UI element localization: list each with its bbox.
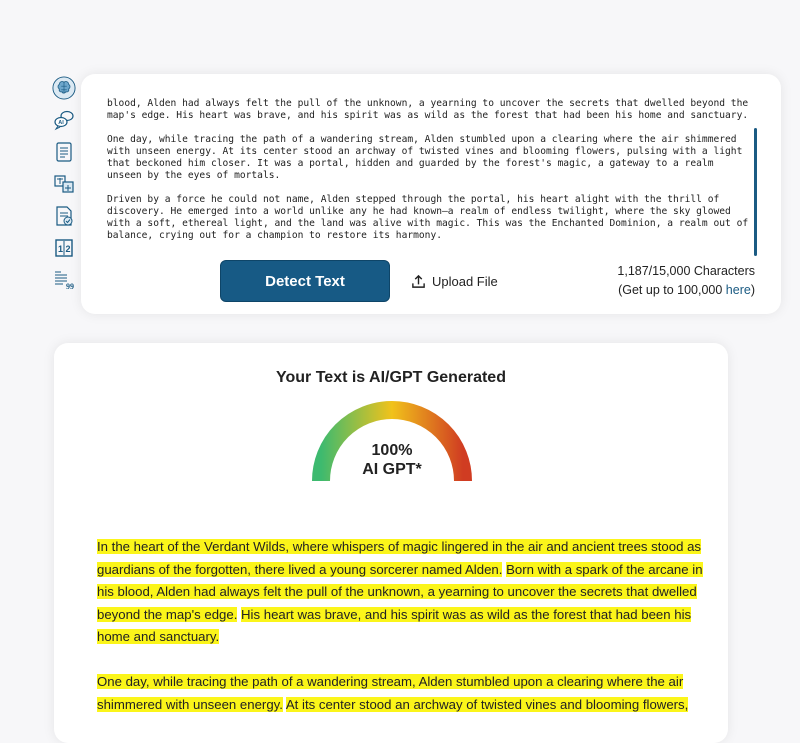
document-check-icon[interactable] [52,204,76,228]
text-input-area[interactable] [107,98,753,270]
input-paragraph: Driven by a force he could not name, Alden stepped through the portal, his heart alight with the thrill of discovery. He emerged into a world unlike any he had known—a realm of endless twilight, where the sky glowed with a soft, ethereal light, and the land was alive with magic. This was the Enchanted Dominion, a realm out of balance, crying out for a champion to restore its harmony. [107,194,749,241]
svg-text:2: 2 [65,244,71,254]
highlighted-sentence: In the heart of the Verdant Wilds, where whispers of magic lingered in the air and ancient trees stood as guardians of the forgotten, there lived a young sorcerer named Alden. [97,539,702,577]
upload-file-button[interactable] [411,271,498,291]
highlighted-sentence: One day, while tracing the path of a wandering stream, Alden stumbled upon a clearing where the air shimmered with unseen energy. [97,674,684,712]
analyzed-text [97,536,717,739]
ai-score-readout [311,441,473,479]
text-input-scrollbar[interactable] [754,128,757,256]
text-input-card [81,74,781,314]
highlighted-sentence: Born with a spark of the arcane in his blood, Alden had always felt the pull of the unknown, a yearning to uncover the secrets that dwelled beyond the map's edge. [97,561,703,622]
result-card [54,343,728,743]
analyzed-paragraph [97,536,717,649]
ai-score-value: 100% [371,442,413,459]
result-title: Your Text is AI/GPT Generated [276,369,506,386]
upgrade-note-prefix: (Get up to 100,000 [618,283,726,297]
character-count: 1,187/15,000 Characters [617,264,755,278]
upgrade-note-suffix: ) [750,283,755,297]
detect-text-button[interactable]: Detect Text [220,260,390,302]
character-counter [617,262,755,300]
quote-icon[interactable] [52,268,76,292]
translate-icon[interactable] [52,172,76,196]
upgrade-note [617,281,755,300]
document-list-icon[interactable] [52,140,76,164]
svg-text:AI: AI [58,120,64,126]
svg-text:99: 99 [66,282,74,291]
input-paragraph: blood, Alden had always felt the pull of the unknown, a yearning to uncover the secrets that dwelled beyond the map's edge. His heart was brave, and his spirit was as wild as the forest that had been his home and sanctuary. [107,98,749,121]
highlighted-sentence: His heart was brave, and his spirit was as wild as the forest that had been his home and sanctuary. [97,606,692,644]
highlighted-sentence: At its center stood an archway of twisted vines and blooming flowers, [285,696,689,712]
ai-score-label: AI GPT* [362,461,422,478]
input-paragraph: One day, while tracing the path of a wandering stream, Alden stumbled upon a clearing where the air shimmered with unseen energy. At its center stood an archway of twisted vines and blooming flowers, pulsing with a light that beckoned him closer. It was a portal, hidden and guarded by the forest's magic, a gateway to a realm unseen by the eyes of mortals. [107,134,743,181]
brain-logo-icon[interactable] [52,76,76,100]
ai-chat-icon[interactable] [52,108,76,132]
svg-text:1: 1 [57,244,64,254]
tool-sidebar [50,76,78,292]
number-icon[interactable] [52,236,76,260]
upgrade-link[interactable]: here [725,283,751,297]
analyzed-paragraph [97,671,717,716]
upload-file-label: Upload File [432,273,498,289]
upload-icon [411,274,426,289]
